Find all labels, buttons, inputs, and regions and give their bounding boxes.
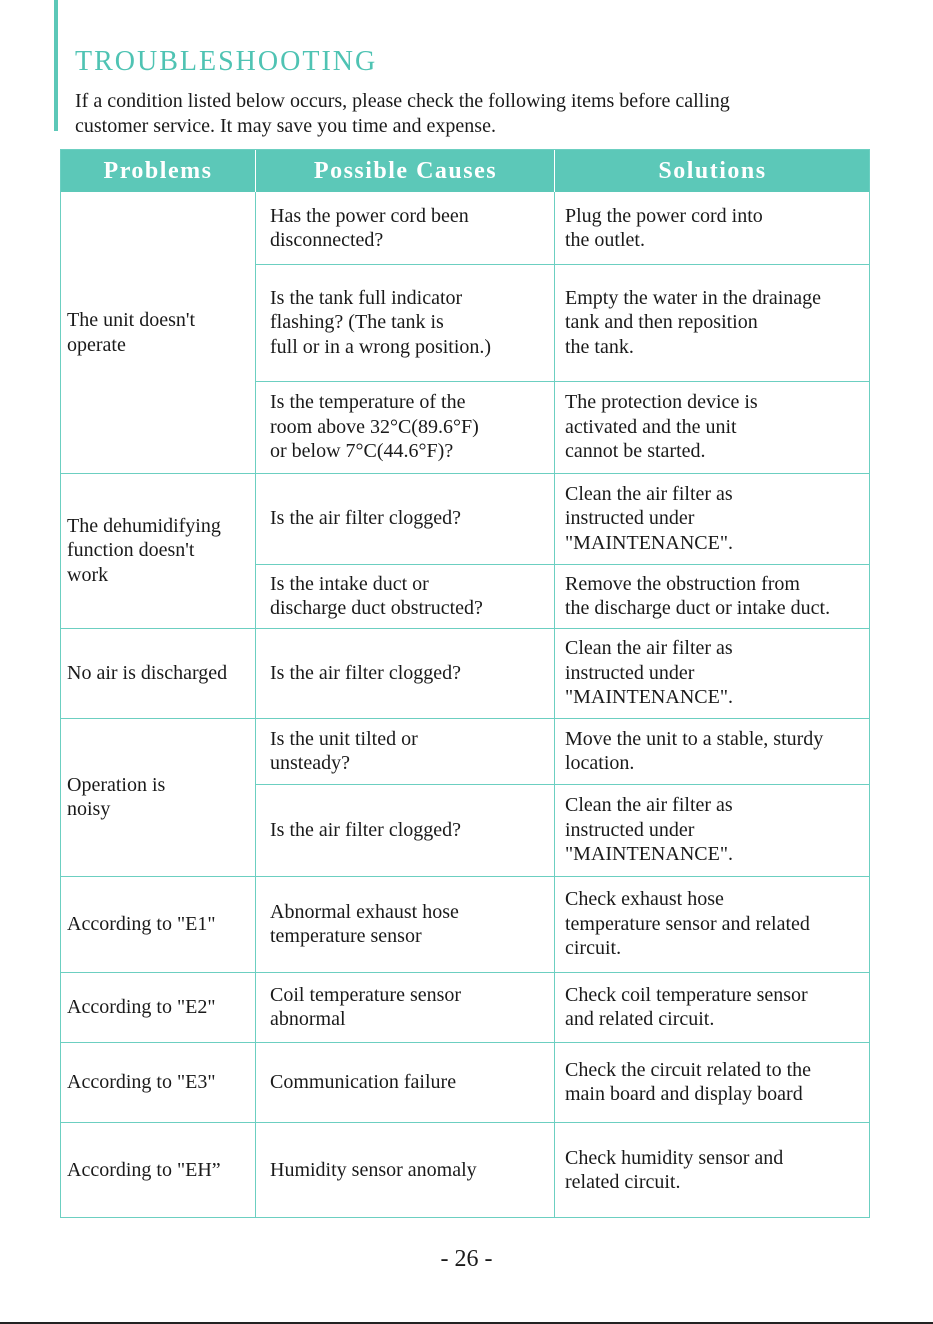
solution-cell: Check exhaust hose temperature sensor and related circuit. — [565, 888, 810, 960]
cause-cell: Abnormal exhaust hose temperature sensor — [270, 900, 459, 947]
cause-cell: Is the unit tilted or unsteady? — [270, 727, 418, 774]
solution-cell: Remove the obstruction from the discharge duct or intake duct. — [565, 572, 831, 619]
accent-side-bar — [54, 0, 58, 131]
problem-cell: The unit doesn't operate — [67, 309, 196, 356]
problem-cell: No air is discharged — [67, 661, 228, 684]
cause-cell: Is the air filter clogged? — [270, 818, 462, 841]
solution-cell: Check coil temperature sensor and related circuit. — [565, 983, 808, 1030]
troubleshooting-table — [60, 149, 870, 1218]
solution-cell: Move the unit to a stable, sturdy location. — [565, 727, 824, 774]
cause-cell: Is the temperature of the room above 32°C(89.6°F) or below 7°C(44.6°F)? — [270, 391, 479, 463]
problem-cell: According to "E2" — [67, 995, 216, 1018]
cause-cell: Is the air filter clogged? — [270, 507, 462, 530]
cause-cell: Is the tank full indicator flashing? (The tank is full or in a wrong position.) — [270, 286, 492, 358]
header-problems: Problems — [103, 157, 213, 184]
cause-cell: Is the intake duct or discharge duct obstructed? — [270, 572, 483, 619]
cause-cell: Is the air filter clogged? — [270, 661, 462, 684]
problem-cell: Operation is noisy — [67, 773, 166, 820]
problem-cell: According to "EH” — [67, 1158, 221, 1181]
problem-cell: According to "E3" — [67, 1070, 216, 1093]
problem-cell: According to "E1" — [67, 912, 216, 935]
solution-cell: Clean the air filter as instructed under "MAINTENANCE". — [565, 794, 733, 866]
cause-cell: Has the power cord been disconnected? — [270, 204, 469, 251]
problem-cell: The dehumidifying function doesn't work — [67, 514, 221, 586]
cause-cell: Coil temperature sensor abnormal — [270, 983, 462, 1030]
header-solutions: Solutions — [554, 150, 870, 192]
solution-cell: Plug the power cord into the outlet. — [565, 204, 763, 251]
solution-cell: The protection device is activated and the unit cannot be started. — [565, 391, 758, 463]
solution-cell: Check humidity sensor and related circuit. — [565, 1146, 784, 1193]
page-title: TROUBLESHOOTING — [75, 46, 378, 77]
solution-cell: Clean the air filter as instructed under "MAINTENANCE". — [565, 482, 733, 554]
cause-cell: Humidity sensor anomaly — [270, 1158, 477, 1181]
solution-cell: Clean the air filter as instructed under "MAINTENANCE". — [565, 637, 733, 709]
solution-cell: Empty the water in the drainage tank and then reposition the tank. — [565, 286, 822, 358]
intro-text: If a condition listed below occurs, please check the following items before calling customer service. It may save you time and expense. — [75, 90, 730, 137]
header-possible-causes: Possible Causes — [255, 150, 555, 192]
table-header — [61, 150, 869, 192]
cause-cell: Communication failure — [270, 1070, 457, 1093]
page-number: - 26 - — [440, 1246, 493, 1272]
solution-cell: Check the circuit related to the main board and display board — [565, 1058, 812, 1105]
